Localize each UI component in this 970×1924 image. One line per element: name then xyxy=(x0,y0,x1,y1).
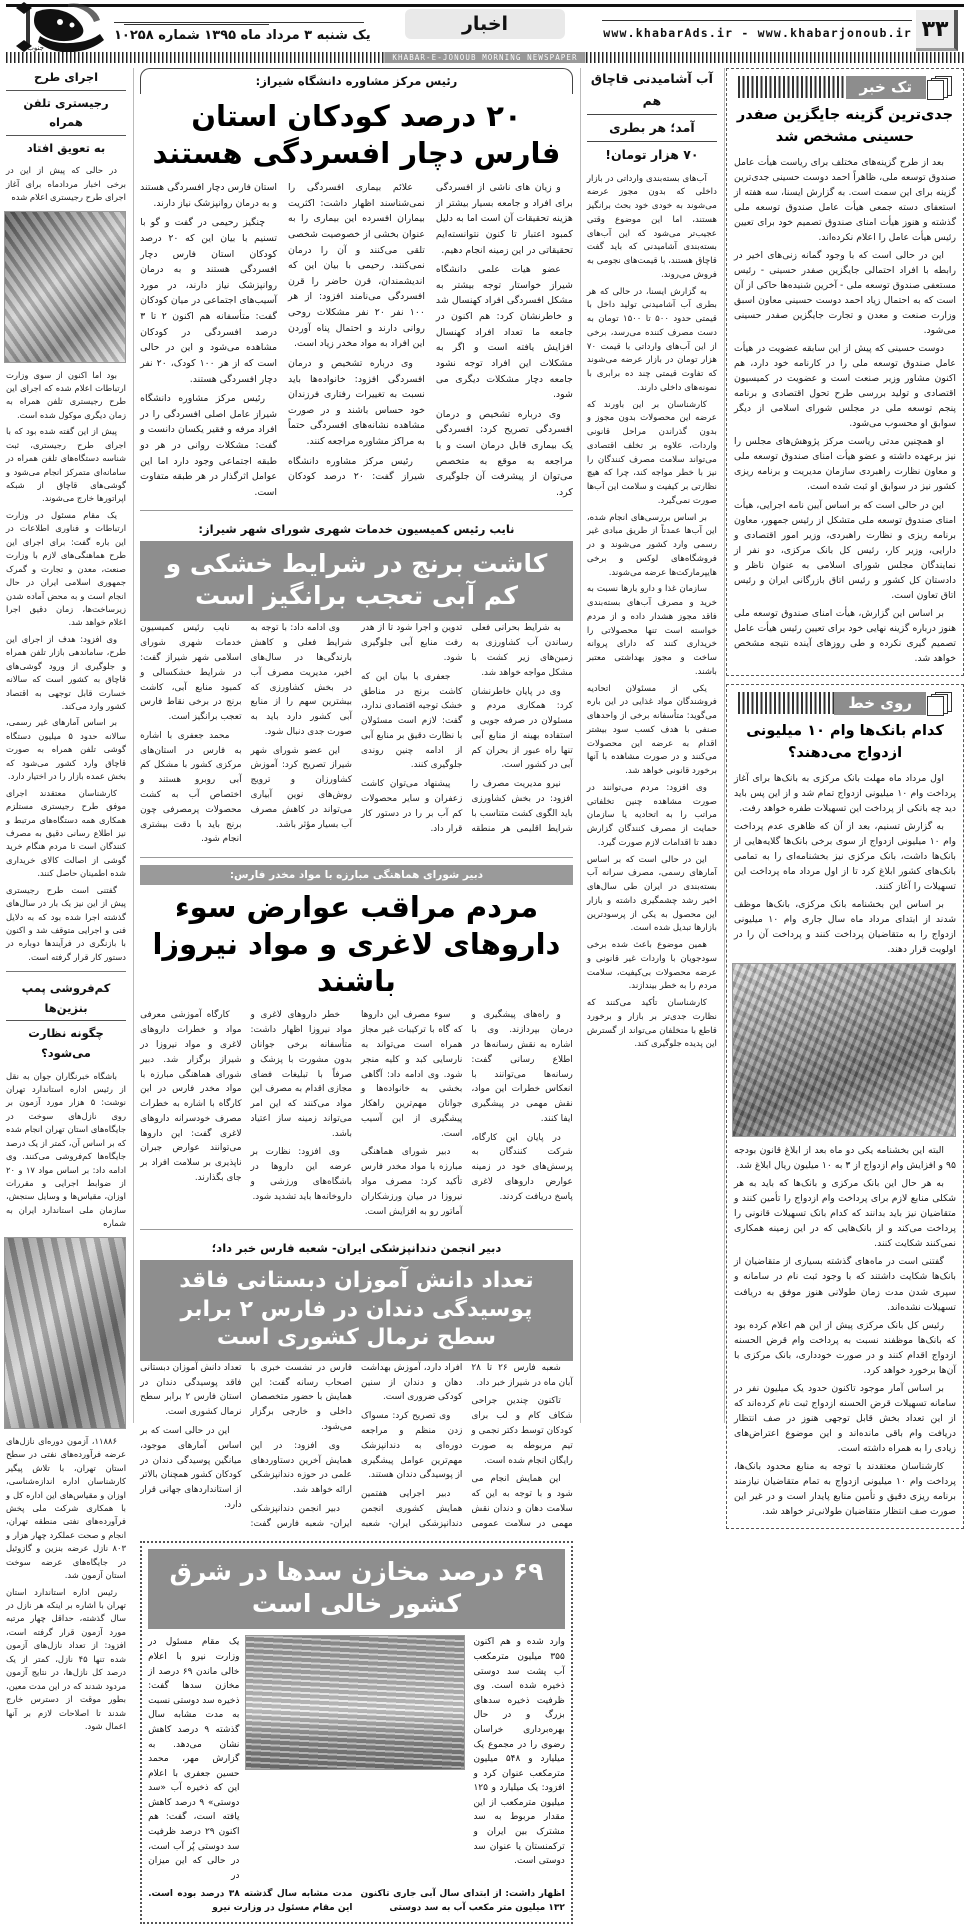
paragraph: این عضو شورای شهر شیراز تصریح کرد: آموزش کشاورزان و ترویج روش‌های نوین آبیاری می‌تواند در کاهش مصرف آب بسیار مؤثر باشد. xyxy=(251,744,352,833)
paragraph: به هر حال این بانک مرکزی و بانک‌ها که باید به هر شکلی منابع لازم برای پرداخت وام ازدواج را تأمین کنند و متقاضیان نیز باید بدانند که کدام بانک تسهیلات قانونی را پرداخت می‌کند و از بانک‌هایی که در این زمینه همکاری نمی‌کنند شکایت کنند. xyxy=(734,1176,956,1251)
headline-line: چگونه نظارت می‌شود؟ xyxy=(6,1024,126,1065)
paragraph: وی افزود: هدف از اجرای این طرح، ساماندهی بازار تلفن همراه و جلوگیری از ورود گوشی‌های قاچاق به کشور است که سالانه خسارت قابل توجهی به اقتصاد کشور وارد می‌کند. xyxy=(6,633,126,714)
paragraph: وی درباره تشخیص و درمان افسردگی تصریح کرد: افسردگی یک بیماری قابل درمان است و با مراجعه به موقع به متخصص می‌توان از پیشرفت آن جلوگیری کرد. xyxy=(436,407,573,501)
column-water-story xyxy=(582,68,722,1423)
paragraph: باشگاه خبرنگاران جوان به نقل از رئیس اداره استاندارد تهران نوشت: ۵ هزار مورد آزمون بر روی نازل‌های سوخت در جایگاه‌های استان تهران انجام شده که بر اساس آن، کمتر از یک درصد جایگاه‌ها کم‌فروشی می‌کنند. وی ادامه داد: بر اساس مواد ۱۷ و ۲۰ از ضوابط اجرایی و مقررات اوزان، مقیاس‌ها و وسایل سنجش، سازمان ملی استاندارد ایران به شماره xyxy=(6,1070,126,1231)
paragraph: نیرو مدیریت مصرف را افزود: در بخش کشاورزی باید الگوی کشت متناسب با شرایط اقلیمی هر منطقه تدوین و اجرا شود تا از هدر رفت منابع آبی جلوگیری شود. xyxy=(361,621,573,847)
brief-body-loan-top xyxy=(734,771,956,958)
photo-bank-interior xyxy=(732,963,956,1137)
pages-stack-icon xyxy=(926,76,952,98)
column-news-briefs xyxy=(726,68,964,1423)
paragraph: این همایش انجام می شود و با توجه به این که سلامت دهان و دندان نقش مهمی در سلامت عمومی افراد دارد، آموزش بهداشت دهان و دندان از سنین کودکی ضروری است. xyxy=(361,1361,573,1532)
paragraph: عضو هیات علمی دانشگاه شیراز خواستار توجه بیشتر به مشکل افسردگی افراد کهنسال شد و خاطرنشان کرد: هم اکنون در جامعه ما تعداد افراد کهنسال افزایش یافته است و اگر به مشکلات این افراد توجه نشود جامعه دچار مشکلات دیگری می شود. xyxy=(436,262,573,402)
url-rule xyxy=(602,20,912,21)
paragraph: ۱۱۸۸۶، آزمون دوره‌ای نازل‌های عرضه فرآورده‌های نفتی در سطح استان تهران، با تلاش پیگیر کارشناسان اداره اندازه‌شناسی، اوزان و مقیاس‌های این اداره کل و با همکاری شرکت ملی پخش فرآورده‌های نفتی منطقه تهران، انجام و صحت عملکرد چهار هزار و ۸۰۳ نازل عرضه بنزین و گازوئیل در جایگاه‌های عرضه سوخت استان آزمون شد. xyxy=(6,1435,126,1583)
paragraph: این در حالی است که با وجود گمانه زنی‌های اخیر در رابطه با افراد احتمالی جایگزین صفدر حسینی - رئیس مستعفی صندوق توسعه ملی - آخرین شنیده‌ها حاکی از آن است که به احتمال زیاد احمد دوست حسینی معاون اسبق وزارت صنعت و معدن و تجارت جایگزین صفدر حسینی می‌شود. xyxy=(734,248,956,338)
paragraph: وی تصریح کرد: مسواک زدن منظم و مراجعه دوره‌ای به دندانپزشک مهم‌ترین عوامل پیشگیری از پوسیدگی دندان هستند. xyxy=(361,1409,462,1483)
article-slimming-drugs xyxy=(140,865,573,1219)
paragraph: این در حالی است که بر اساس آیین نامه اجرایی، هیأت امنای صندوق توسعه ملی متشکل از رئیس جمهور، معاون برنامه ریزی و نظارت راهبردی، وزیر امور اقتصادی و دارایی، وزیر کار، رئیس کل بانک مرکزی، دو نفر از نمایندگان مجلس شورای اسلامی به عنوان ناظر و دادستان کل کشور و رئیس اتاق بازرگانی ایران و رئیس اتاق تعاون است. xyxy=(734,498,956,603)
kicker-label-tak-khabar: تک خبر xyxy=(846,76,926,99)
feature-dam-reservoirs xyxy=(140,1541,573,1924)
paragraph: نایب رئیس کمیسیون خدمات شهری شورای اسلامی شهر شیراز گفت: در شرایط خشکسالی و کمبود منابع آبی، کاشت برنج در برخی نقاط فارس تعجب برانگیز است. xyxy=(140,621,241,724)
paragraph: به گزارش تسنیم، بعد از آن که ظاهری عدم پرداخت وام ۱۰ میلیونی ازدواج از سوی برخی بانک‌ها گلایه‌هایی از بانک‌ها داشت، بانک مرکزی نیز بخشنامه‌ای را به تمامی بانک‌های کشور ابلاغ کرد تا از اول مرداد ماه پرداخت این تسهیلات را آغاز کنند. xyxy=(734,819,956,894)
paragraph: اول مرداد ماه مهلت بانک مرکزی به بانک‌ها برای آغاز پرداخت وام ۱۰ میلیونی ازدواج تمام شد و از این پس باید دید چه بانکی از پرداخت این تسهیلات طفره خواهد رفت. xyxy=(734,771,956,816)
article-body-rice xyxy=(140,621,573,847)
paragraph: رئیس مرکز مشاوره دانشگاه شیراز عامل اصلی افسردگی را در افراد مرفه و فقیر یکسان دانست و گفت: مشکلات روانی در هر دو طبقه اجتماعی وجود دارد اما این عوامل اثرگذار در هر طبقه متفاوت است. xyxy=(140,391,277,500)
paragraph: دوست حسینی که پیش از این سابقه عضویت در هیأت عامل صندوق توسعه ملی را در کارنامه خود دارد، هم اکنون مشاور وزیر صنعت است و عضویت در کمیسیون اقتصادی و تولید بررسی طرح تحول اقتصادی و برنامه پنجم توسعه ملی در مجلس شورای اسلامی از دیگر سوابق او محسوب می‌شود. xyxy=(734,341,956,431)
feature-caption-left: اظهار داشت: از ابتدای سال آبی جاری تاکنون ۱۳۲ میلیون متر مکعب آب به سد دوستی xyxy=(360,1888,564,1916)
paragraph: همین موضوع باعث شده برخی سودجویان با واردات غیر قانونی و عرضه محصولات بی‌کیفیت، سلامت مردم را به خطر بیندازند. xyxy=(587,939,717,994)
paragraph: دبیر اجرایی هفتمین همایش کشوری انجمن دندانپزشکی ایران- شعبه فارس در نشست خبری با اصحاب رسانه گفت: این همایش با حضور متخصصان داخلی و خارجی برگزار می‌شود. xyxy=(251,1361,463,1532)
paragraph: پیش از این گفته شده بود که با اجرای طرح رجیستری، ثبت شناسه دستگاه‌های تلفن همراه در سامانه‌ای متمرکز انجام می‌شود و گوشی‌های قاچاق از شبکه اپراتورها خارج می‌شوند. xyxy=(6,425,126,506)
kicker-bar-tak-khabar xyxy=(734,74,956,100)
article-divider xyxy=(140,1229,573,1230)
article-divider xyxy=(140,510,573,511)
article-headline-drugs: مردم مراقب عوارض سوء داروهای لاغری و مواد نیروزا باشند xyxy=(140,885,573,1008)
paragraph: به گزارش ایسنا، در حالی که هر بطری آب آشامیدنی تولید داخل با قیمتی حدود ۵۰۰ تا ۱۵۰۰ تومان به دست مصرف کننده می‌رسد، برخی از این آب‌های وارداتی با قیمت ۷۰ هزار تومان در بازار عرضه می‌شوند که تفاوت قیمتی چند ده برابری با نمونه‌های داخلی دارند. xyxy=(587,286,717,396)
paragraph: وی در پایان خاطرنشان کرد: همکاری مردم و مسئولان در صرفه جویی و استفاده بهینه از منابع آبی تنها راه عبور از بحران کم آبی در کشور است. xyxy=(471,685,572,774)
article-divider xyxy=(140,857,573,858)
article-headline-rice: کاشت برنج در شرایط خشکی و کم آبی تعجب برانگیز است xyxy=(140,541,573,621)
brief-body-loan-bottom xyxy=(734,1143,956,1519)
kicker-bar-rooye-khat xyxy=(734,690,956,716)
feature-photo-wrap xyxy=(247,1635,465,1883)
paragraph: کارگاه آموزشی معرفی مواد و خطرات داروهای لاغری و مواد نیروزا در شیراز برگزار شد. دبیر شورای هماهنگی مبارزه با مواد مخدر فارس در این کارگاه با اشاره به خطرات مصرف خودسرانه داروهای لاغری گفت: این داروها می‌توانند عوارض جبران ناپذیری بر سلامت افراد بر جای بگذارند. xyxy=(140,1008,241,1185)
left-body-fuel-top xyxy=(6,1070,126,1231)
paragraph: کارشناسان معتقدند با توجه به منابع محدود بانک‌ها، پرداخت وام ۱۰ میلیونی ازدواج به تمام متقاضیان نیازمند برنامه ریزی دقیق و تأمین منابع پایدار است و در غیر این صورت صف انتظار متقاضیان طولانی‌تر خواهد شد. xyxy=(734,1459,956,1519)
paragraph: رئیس کل بانک مرکزی پیش از این هم اعلام کرده بود که بانک‌ها موظفند نسبت به پرداخت وام قرض الحسنه ازدواج اقدام کنند و در صورت خودداری، بانک مرکزی با آن‌ها برخورد خواهد کرد. xyxy=(734,1318,956,1378)
feature-caption-right: مدت مشابه سال گذشته ۳۸ درصد بوده است. این مقام مسئول در وزارت نیرو xyxy=(148,1888,352,1916)
article-kicker-drugs: دبیر شورای هماهنگی مبارزه با مواد مخدر فارس: xyxy=(140,865,573,885)
article-rice-planting xyxy=(140,518,573,847)
headline-line: ۷۰ هزار تومان! xyxy=(587,144,717,168)
column-main-articles xyxy=(135,68,578,1423)
paragraph: آب‌های بسته‌بندی وارداتی در بازار داخلی که بدون مجوز عرضه می‌شوند به خودی خود بحث برانگیز هستند، اما این موضوع وقتی عجیب‌تر می‌شود که این آب‌های بسته‌بندی آشامیدنی که باید گفت قاچاق هستند، با قیمت‌های نجومی به فروش می‌روند. xyxy=(587,173,717,283)
photo-mobile-phone xyxy=(4,211,126,363)
paragraph: یکی از مسئولان اتحادیه فروشندگان مواد غذایی در این باره می‌گوید: متأسفانه برخی از واحدهای صنفی با هدف کسب سود بیشتر اقدام به عرضه این محصولات می‌کنند و در صورت مشاهده با آنها برخورد قانونی خواهد شد. xyxy=(587,683,717,779)
paragraph: وی افزود: مردم می‌توانند در صورت مشاهده چنین تخلفاتی مراتب را به اتحادیه یا سازمان حمایت از مصرف کنندگان گزارش دهند تا اقدامات لازم صورت گیرد. xyxy=(587,782,717,851)
paragraph: جعفری با بیان این که کاشت برنج در مناطق خشک توجیه اقتصادی ندارد، گفت: لازم است مسئولان با نظارت دقیق بر منابع آبی از ادامه چنین روندی جلوگیری کنند. xyxy=(361,670,462,773)
paragraph: بر اساس این گزارش، هیأت امنای صندوق توسعه ملی هنوز درباره گزینه نهایی خود برای تعیین رئیس هیأت عامل تصمیم گیری نکرده و طی روزهای آینده نتیجه مشخص خواهد شد. xyxy=(734,606,956,666)
page-number: ۳۳ xyxy=(916,10,958,51)
paragraph: وی درباره تشخیص و درمان افسردگی افزود: خانواده‌ها باید نسبت به تغییرات رفتاری فرزندان خود حساس باشند و در صورت مشاهده نشانه‌های افسردگی حتماً به مراکز مشاوره مراجعه کنند. xyxy=(288,356,425,450)
hatch-decoration xyxy=(738,76,846,98)
feature-text-right: یک مقام مسئول در وزارت نیرو با اعلام خالی ماندن ۶۹ درصد از مخازن سدها گفت: ذخیره سد دوستی نسبت به مدت مشابه سال گذشته ۹ درصد کاهش نشان می‌دهد. به گزارش مهر، محمد حسین جعفری با اعلام این که ذخیره آب «سد دوستی» ۹ درصد کاهش یافته است، گفت: هم اکنون ۲۹ درصد ظرفیت سد دوستی پُر آب است، در حالی که این میزان در xyxy=(148,1635,239,1883)
page-columns xyxy=(6,68,964,1423)
paragraph: بود اما اکنون از سوی وزارت ارتباطات اعلام شده که اجرای این طرح رجیستری تلفن همراه به زمان دیگری موکول شده است. xyxy=(6,369,126,423)
english-title-strip: KHABAR-E-JONOUB MORNING NEWSPAPER xyxy=(384,52,585,63)
article-kicker-depression: رئیس مرکز مشاوره دانشگاه شیراز: xyxy=(140,68,573,94)
left-column-divider xyxy=(6,971,126,972)
paragraph: در حالی که پیش از این در برخی اخبار مردادماه برای آغاز اجرای طرح رجیستری اعلام شده xyxy=(6,164,126,204)
brief-body-safdar xyxy=(734,155,956,667)
paragraph: گفتنی است در ماه‌های گذشته بسیاری از متقاضیان از بانک‌ها شکایت داشتند که با وجود ثبت نام در سامانه و سپری شدن مدت زمان طولانی هنوز موفق به دریافت تسهیلات نشده‌اند. xyxy=(734,1254,956,1314)
paragraph: شعبه فارس ۲۶ تا ۲۸ آبان ماه در شیراز خبر داد. xyxy=(471,1361,572,1391)
photo-fuel-nozzle xyxy=(4,1237,126,1429)
paragraph: رئیس مرکز مشاوره دانشگاه شیراز گفت: ۲۰ درصد کودکان استان فارس دچار افسردگی هستند و به درمان روانپزشک نیاز دارند. xyxy=(140,180,425,500)
left-headline-registry xyxy=(6,68,126,160)
headline-line: آب آشامیدنی قاچاق هم xyxy=(587,68,717,115)
paragraph: چنگیز رحیمی در گفت و گو با تسنیم با بیان این که ۲۰ درصد کودکان استان فارس دچار افسردگی هستند و به درمان روانپزشک نیاز دارند، در مورد آسیب‌های اجتماعی در میان کودکان گفت: متأسفانه هم اکنون ۲ تا ۳ درصد افسردگی در کودکان مشاهده می‌شود و این در حالی است که از هر ۱۰۰ کودک، ۲۰ نفر دچار افسردگی هستند. xyxy=(140,215,277,387)
paragraph: او همچنین مدتی ریاست مرکز پژوهش‌های مجلس را نیز برعهده داشته و عضو هیأت امنای صندوق توسعه ملی و معاون نظارت راهبردی سازمان مدیریت و برنامه ریزی کشور نیز در سوابق او ثبت شده است. xyxy=(734,434,956,494)
feature-text-left: وارد شده و هم اکنون ۳۵۵ میلیون مترمکعب آب پشت سد دوستی ذخیره شده است. وی ظرفیت ذخیره سدهای بزرگ و در حال بهره‌برداری خراسان رضوی را در مجموع یک میلیارد و ۵۴۸ میلیون مترمکعب عنوان کرد و افزود: یک میلیارد و ۱۲۵ میلیون مترمکعب از این مقدار مربوط به سد مشترک بین ایران و ترکمنستان یا عنوان سد دوستی است. xyxy=(473,1635,564,1883)
paragraph: سوء مصرف این داروها که گاه با ترکیبات غیر مجاز همراه است می‌تواند به نارسایی کبد و کلیه منجر شود. وی ادامه داد: آگاهی بخشی به خانواده‌ها و جوانان مهم‌ترین راهکار پیشگیری از این آسیب است. xyxy=(361,1008,462,1141)
paragraph: و زیان های ناشی از افسردگی برای افراد و جامعه بسیار بیشتر از هزینه تحقیقات آن است اما به دلیل کمبود اعتبار تا کنون نتوانسته‌ایم تحقیقاتی در این زمینه انجام دهیم. xyxy=(436,180,573,258)
svg-text:جنوب: جنوب xyxy=(27,44,44,52)
issue-date-number: یک شنبه ۳ مرداد ماه ۱۳۹۵ شماره ۱۰۲۵۸ xyxy=(114,28,371,43)
paragraph: رئیس اداره استاندارد استان تهران با اشاره بر اینکه هر نازل در سال گذشته، حداقل چهار مرتبه مورد آزمون قرار گرفته است، افزود: از تعداد نازل‌های آزمون شده تنها ۴۵ نازل، کمتر از یک درصد کل نازل‌ها، در نتایج آزمون مردود شدند که در این مدت معین، بطور موقت از دسترس خارج شدند تا اصلاحات لازم بر آنها اعمال شود. xyxy=(6,1586,126,1734)
paragraph: وی افزود: در این همایش آخرین دستاوردهای علمی در حوزه دندانپزشکی ارائه خواهد شد. xyxy=(251,1439,352,1498)
paragraph: یک مقام مسئول در وزارت ارتباطات و فناوری اطلاعات در این باره گفت: برای اجرای این طرح هماهنگی‌های لازم با وزارت صنعت، معدن و تجارت و گمرک جمهوری اسلامی ایران در حال انجام است و به محض آماده شدن زیرساخت‌ها، زمان دقیق اجرا اعلام خواهد شد. xyxy=(6,509,126,630)
paragraph: بر اساس بررسی‌های انجام شده، این آب‌ها عمدتاً از طریق مبادی غیر رسمی وارد کشور می‌شوند و در فروشگاه‌های لوکس و برخی هایپرمارکت‌ها عرضه می‌شوند. xyxy=(587,512,717,581)
headline-line: به تعویق افتاد xyxy=(6,139,126,161)
paragraph: دبیر شورای هماهنگی مبارزه با مواد مخدر فارس تأکید کرد: مصرف مواد نیروزا در میان ورزشکاران آماتور رو به افزایش است. xyxy=(361,1145,462,1219)
headline-line: کم‌فروشی پمپ بنزین‌ها xyxy=(6,979,126,1021)
khabar-logo xyxy=(8,2,116,58)
left-body-fuel-bottom xyxy=(6,1435,126,1734)
paragraph: وی ادامه داد: با توجه به شرایط فعلی و کاهش بارندگی‌ها در سال‌های اخیر، مدیریت مصرف آب در بخش کشاورزی که بیشترین سهم را از منابع آبی کشور دارد باید به صورت جدی دنبال شود. xyxy=(251,621,352,739)
article-headline-depression: ۲۰ درصد کودکان استان فارس دچار افسردگی هستند xyxy=(140,94,573,180)
paragraph: این در حالی است که بر اساس آمارهای رسمی، مصرف سرانه آب بسته‌بندی در ایران طی سال‌های اخیر رشد چشمگیری داشته و بازار این محصول به یکی از پرسودترین بازارها تبدیل شده است. xyxy=(587,854,717,937)
paragraph: وی افزود: نظارت بر عرضه این داروها در باشگاه‌های ورزشی و داروخانه‌ها باید تشدید شود. xyxy=(251,1145,352,1204)
article-headline-dental: تعداد دانش آموزان دبستانی فاقد پوسیدگی دندان در فارس ۲ برابر سطح نرمال کشوری است xyxy=(140,1260,573,1360)
paragraph: خطر داروهای لاغری و مواد نیروزا اظهار داشت: متأسفانه برخی جوانان بدون مشورت با پزشک و صرفاً با تبلیغات فضای مجازی اقدام به مصرف این مواد می‌کنند که این امر می‌تواند زمینه ساز اعتیاد باشد. xyxy=(251,1008,352,1141)
photo-dam-reservoir xyxy=(245,1635,465,1770)
feature-body-dams xyxy=(148,1635,565,1883)
hatch-decoration xyxy=(738,692,834,714)
paragraph: بعد از طرح گزینه‌های مختلف برای ریاست هیأت عامل صندوق توسعه ملی، ظاهراً احمد دوست حسینی جدی‌ترین گزینه برای این سمت است. به گزارش ایسنا، سه هفته از استعفای دسته جمعی هیأت عامل صندوق توسعه ملی گذشته و هنوز هیأت امنای صندوق تصمیم خود برای تعیین رئیس هیأت عامل را اعلام نکرده‌اند. xyxy=(734,155,956,245)
masthead xyxy=(6,0,964,62)
pages-stack-icon xyxy=(926,692,952,714)
headline-line: اجرای طرح xyxy=(6,68,126,91)
paragraph: به شرایط بحرانی فعلی رساندن آب کشاورزی به زمین‌های زیر کشت با مشکل مواجه خواهد شد. xyxy=(471,621,572,680)
article-kicker-dental: دبیر انجمن دندانپزشکی ایران- شعبه فارس خبر داد؛ xyxy=(140,1237,573,1260)
article-dental xyxy=(140,1237,573,1531)
issue-rule xyxy=(114,22,364,23)
article-body-drugs xyxy=(140,1008,573,1219)
paragraph: و راه‌های پیشگیری و درمان بپردازند. وی با اشاره به نقش رسانه‌ها در اطلاع رسانی گفت: رسانه‌ها می‌توانند با انعکاس خطرات این مواد، نقش مهمی در پیشگیری ایفا کنند. xyxy=(471,1008,572,1126)
kicker-label-rooye-khat: روی خط xyxy=(834,692,926,715)
brief-title-marriage-loan: کدام بانک‌ها وام ۱۰ میلیونی ازدواج می‌دهند؟ xyxy=(734,721,956,765)
left-body-registry-bottom xyxy=(6,369,126,965)
paragraph: در پایان این کارگاه، شرکت کنندگان به پرسش‌های خود در زمینه عوارض داروهای لاغری پاسخ دریافت کردند. xyxy=(471,1131,572,1205)
paragraph: محمد جعفری با اشاره به فارس در استان‌های مرکزی کشور با مشکل کم آبی روبرو هستند و اختصاص آب به کشت محصولات پرمصرفی چون برنج باید با دقت بیشتری انجام شود. xyxy=(140,729,241,847)
paragraph: کارشناسان تأکید می‌کنند که نظارت جدی‌تر بر بازار و برخورد قاطع با متخلفان می‌تواند از گسترش این پدیده جلوگیری کند. xyxy=(587,997,717,1052)
side-body-water xyxy=(587,173,717,1053)
paragraph: این در حالی است که بر اساس آمارهای موجود، میانگین پوسیدگی دندان در کودکان کشور همچنان بالاتر از استانداردهای جهانی قرار دارد. xyxy=(140,1424,241,1513)
article-depression xyxy=(140,68,573,500)
paragraph: گفتنی است طرح رجیستری پیش از این نیز یک بار در سال‌های گذشته اجرا شده بود که به دلایل فنی و اجرایی متوقف شد و اکنون با بازنگری در فرآیندها دوباره در دستور کار قرار گرفته است. xyxy=(6,884,126,965)
paragraph: البته این بخشنامه یکی دو ماه بعد از ابلاغ قانون بودجه ۹۵ و افزایش وام ازدواج از ۳ به ۱۰ میلیون ریال ابلاغ شد. xyxy=(734,1143,956,1173)
paragraph: بر اساس این بخشنامه بانک مرکزی، بانک‌ها موظف شدند از ابتدای مرداد ماه سال جاری وام ۱۰ میلیونی ازدواج را به متقاضیان پرداخت کنند و پرداخت آن را در اولویت قرار دهند. xyxy=(734,897,956,957)
paragraph: سازمان غذا و دارو بارها نسبت به خرید و مصرف آب‌های بسته‌بندی فاقد مجوز هشدار داده و از مردم خواسته است تنها محصولاتی را خریداری کنند که دارای پروانه ساخت و مجوز بهداشتی معتبر باشند. xyxy=(587,583,717,679)
article-body-dental xyxy=(140,1361,573,1532)
paragraph: دبیر انجمن دندانپزشکی ایران- شعبه فارس گفت: تعداد دانش آموزان دبستانی فاقد پوسیدگی دندان در استان فارس ۲ برابر سطح نرمال کشوری است. xyxy=(140,1361,352,1532)
brief-block-tak-khabar xyxy=(726,68,964,676)
side-headline-smuggled-water xyxy=(587,68,717,168)
left-headline-fuel-pumps xyxy=(6,979,126,1065)
column-tech-and-fuel xyxy=(6,68,131,1423)
paragraph: پیشنهاد می‌توان کاشت زعفران و سایر محصولات کم آب بر را در دستور کار قرار داد. xyxy=(361,777,462,836)
headline-line: آمد؛ هر بطری xyxy=(587,117,717,142)
article-kicker-rice: نایب رئیس کمیسیون خدمات شهری شورای شهر شیراز: xyxy=(140,518,573,541)
brief-block-rooye-khat xyxy=(726,684,964,1529)
paragraph: علائم بیماری افسردگی را نمی‌شناسند اظهار داشت: اکثریت بیماران افسرده این بیماری را به عنوان بخشی از خصوصیت شخصی تلقی می‌کنند و آن را درمان نمی‌کنند. رحیمی با بیان این که اندیشمندان، قرن حاضر را قرن افسردگی می‌نامند افزود: از هر ۱۰۰ نفر ۲۰ نفر مشکلات روحی روانی دارند و احتمال پناه آوردن این افراد به مواد مخدر زیاد است. xyxy=(288,180,425,352)
paragraph: بر اساس آمارهای غیر رسمی، سالانه حدود ۵ میلیون دستگاه گوشی تلفن همراه به صورت قاچاق وارد کشور می‌شود که بخش عمده بازار را در اختیار دارد. xyxy=(6,716,126,783)
feature-headline-dams: ۶۹ درصد مخازن سدها در شرق کشور خالی است xyxy=(148,1549,565,1629)
tab-rule-left xyxy=(124,24,269,25)
article-body-depression xyxy=(140,180,573,500)
headline-line: رجیستری تلفن همراه xyxy=(6,94,126,136)
masthead-top-rule xyxy=(6,4,964,7)
paragraph: کارشناسان بر این باورند که عرضه این محصولات بدون مجوز و بدون گذراندن مراحل قانونی واردات، علاوه بر تخلف اقتصادی می‌تواند سلامت مصرف کنندگان را نیز با خطر مواجه کند، چرا که هیچ نظارتی بر کیفیت و سلامت این آب‌ها صورت نمی‌گیرد. xyxy=(587,399,717,509)
brief-title-safdar-hosseini: جدی‌ترین گزینه جایگزین صفدر حسینی مشخص شد xyxy=(734,105,956,149)
feature-captions xyxy=(148,1888,565,1916)
paragraph: تاکنون چندین جراحی شکاف کام و لب برای کودکان توسط دکتر نجمی و تیم مربوطه به صورت رایگان انجام شده است. xyxy=(471,1394,572,1468)
paragraph: بر اساس آمار موجود تاکنون حدود یک میلیون نفر در سامانه تسهیلات قرض الحسنه ازدواج ثبت نام کرده‌اند که از این تعداد بخش قابل توجهی هنوز در صف انتظار دریافت وام باقی مانده‌اند و این موضوع اعتراض‌های زیادی را به همراه داشته است. xyxy=(734,1381,956,1456)
section-tab-akhbar[interactable]: اخبار xyxy=(405,9,565,39)
left-body-registry-top xyxy=(6,164,126,204)
paragraph: کارشناسان معتقدند اجرای موفق طرح رجیستری مستلزم همکاری همه دستگاه‌های مرتبط و نیز اطلاع رسانی دقیق به مصرف کنندگان است تا مردم هنگام خرید گوشی از اصالت کالای خریداری شده اطمینان حاصل کنند. xyxy=(6,787,126,881)
website-urls[interactable]: www.khabarAds.ir - www.khabarjonoub.ir xyxy=(603,26,912,40)
